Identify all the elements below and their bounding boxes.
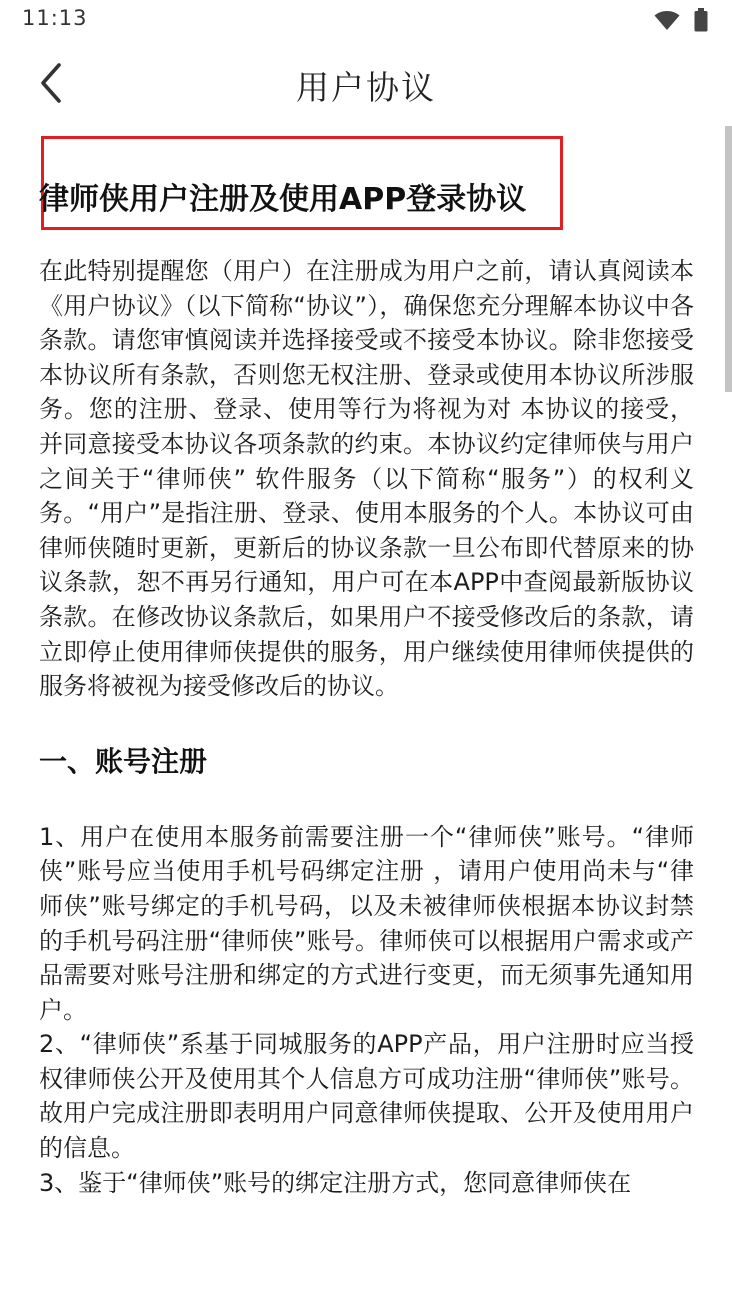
status-icons [654,8,710,32]
document-title: 律师侠用户注册及使用APP登录协议 [39,182,527,217]
scrollbar-thumb[interactable] [725,126,732,392]
status-bar [0,0,732,40]
section-heading-account-registration: 一、账号注册 [39,744,208,778]
list-item: 3、鉴于“律师侠”账号的绑定注册方式，您同意律师侠在 [39,1168,632,1197]
list-item: 1、用户在使用本服务前需要注册一个“律师侠”账号。“律师侠”账号应当使用手机号码绑定注册 ，请用户使用尚未与“律师侠”账号绑定的手机号码，以及未被律师侠根据本协议封禁的手机号码注册“律师侠”账号。律师侠可以根据用户需求或产品需要对账号注册和绑定的方式进行变更，而无须事先通知用户。 [39,822,694,1024]
app-bar [0,40,732,126]
document-title-area [39,136,561,228]
intro-paragraph: 在此特别提醒您（用户）在注册成为用户之前，请认真阅读本《用户协议》（以下简称“协议”），确保您充分理解本协议中各条款。请您审慎阅读并选择接受或不接受本协议。除非您接受本协议所有条款，否则您无权注册、登录或使用本协议所涉服务。您的注册、登录、使用等行为将视为对 本协议的接受，并同意接受本协议各项条款的约束。本协议约定律师侠与用户之间关于“律师侠” 软件服务（以下简称“服务”）的权利义务。“用户”是指注册、登录、使用本服务的个人。本协议可由律师侠随时更新，更新后的协议条款一旦公布即代替原来的协议条款，恕不再另行通知，用户可在本APP中查阅最新版协议条款。在修改协议条款后，如果用户不接受修改后的条款，请立即停止使用律师侠提供的服务，用户继续使用律师侠提供的服务将被视为接受修改后的协议。 [39,257,694,701]
section-body-account-registration [39,820,694,1201]
page-title: 用户协议 [296,68,436,107]
battery-icon [694,8,708,32]
agreement-content[interactable] [39,126,694,1200]
list-item: 2、“律师侠”系基于同城服务的APP产品，用户注册时应当授权律师侠公开及使用其个人信息方可成功注册“律师侠”账号。故用户完成注册即表明用户同意律师侠提取、公开及使用用户的信息。 [39,1030,694,1163]
status-time: 11:13 [22,6,88,30]
wifi-icon [654,10,680,32]
